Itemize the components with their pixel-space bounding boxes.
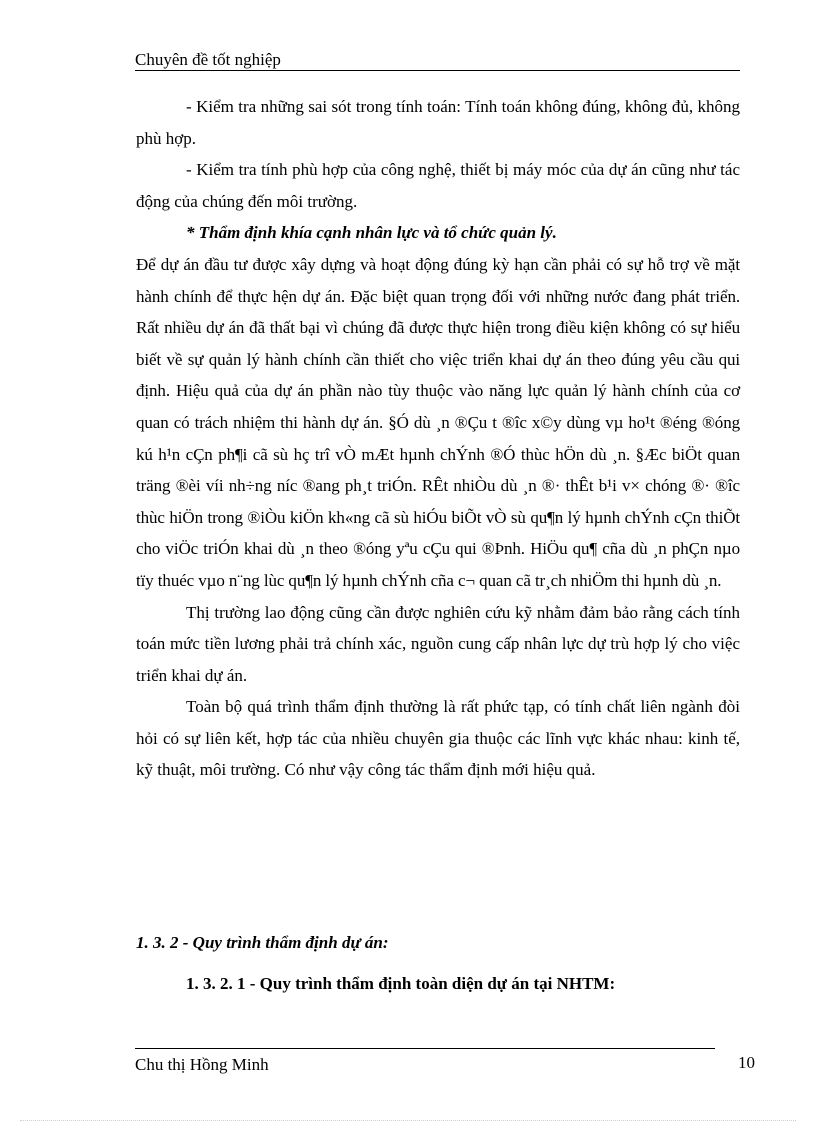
paragraph-labor-market: Thị trường lao động cũng cần được nghiên cứu kỹ nhằm đảm bảo rằng cách tính toán mức tiền lương phải trả chính xác, nguồn cung cấp nhân lực dự trù hợp lý cho việc triển khai dự án.	[136, 602, 740, 685]
body-text	[136, 91, 740, 786]
footer-author: Chu thị Hồng Minh	[135, 1055, 269, 1074]
footer-rule	[135, 1048, 715, 1049]
header-rule	[135, 70, 740, 71]
paragraph-appraisal-process: Toàn bộ quá trình thẩm định thường là rất phức tạp, có tính chất liên ngành đòi hỏi có sự liên kết, hợp tác của nhiều chuyên gia thuộc các lĩnh vực khác nhau: kinh tế, kỹ thuật, môi trường. Có như vậy công tác thẩm định mới hiệu quả.	[136, 697, 740, 780]
page-bottom-edge	[20, 1120, 796, 1121]
paragraph-check-calculations: - Kiểm tra những sai sót trong tính toán: Tính toán không đúng, không đủ, không phù hợp.	[136, 97, 740, 148]
page-number: 10	[738, 1053, 755, 1072]
subheading-personnel-appraisal: * Thẩm định khía cạnh nhân lực và tổ chức quản lý.	[186, 223, 557, 243]
paragraph-administrative-support: Để dự án đầu tư được xây dựng và hoạt động đúng kỳ hạn cần phải có sự hỗ trợ về mặt hành chính để thực hện dự án. Đặc biệt quan trọng đối với những nước đang phát triển. Rất nhiều dự án đã thất bại vì chúng đã được thực hiện trong điều kiện không có sự hiểu biết về sự quản lý hành chính cần thiết cho việc triển khai dự án theo đúng yêu cầu qui định. Hiệu quả của dự án phần nào tùy thuộc vào năng lực quản lý hành chính của cơ quan có trách nhiệm thi hành dự án. §Ó dù ¸n ®Çu t ®îc x©y dùng vµ ho¹t ®éng ®óng kú h¹n cÇn ph¶i cã sù hç trî vÒ mÆt hµnh chÝnh ®Ó thùc hÖn dù ¸n. §Æc biÖt quan träng ®èi víi nh÷ng níc ®ang ph¸t triÓn. RÊt nhiÒu dù ¸n ®· thÊt b¹i v× chóng ®· ®îc thùc hiÖn trong ®iÒu kiÖn kh«ng cã sù hiÓu biÕt vÒ sù qu¶n lý hµnh chÝnh cÇn thiÕt cho viÖc triÓn khai dù ¸n theo ®óng yªu cÇu qui ®Þnh. HiÖu qu¶ cña dù ¸n phÇn nµo tïy thuéc vµo n¨ng lùc qu¶n lý hµnh chÝnh cña c¬ quan cã tr¸ch nhiÖm thi hµnh dù ¸n.	[136, 254, 740, 590]
header-title: Chuyên đề tốt nghiệp	[135, 50, 281, 69]
section-heading: 1. 3. 2 - Quy trình thẩm định dự án:	[136, 933, 389, 952]
subsection-heading: 1. 3. 2. 1 - Quy trình thẩm định toàn diện dự án tại NHTM:	[186, 974, 616, 993]
paragraph-check-technology: - Kiểm tra tính phù hợp của công nghệ, thiết bị máy móc của dự án cũng như tác động của chúng đến môi trường.	[136, 160, 740, 211]
